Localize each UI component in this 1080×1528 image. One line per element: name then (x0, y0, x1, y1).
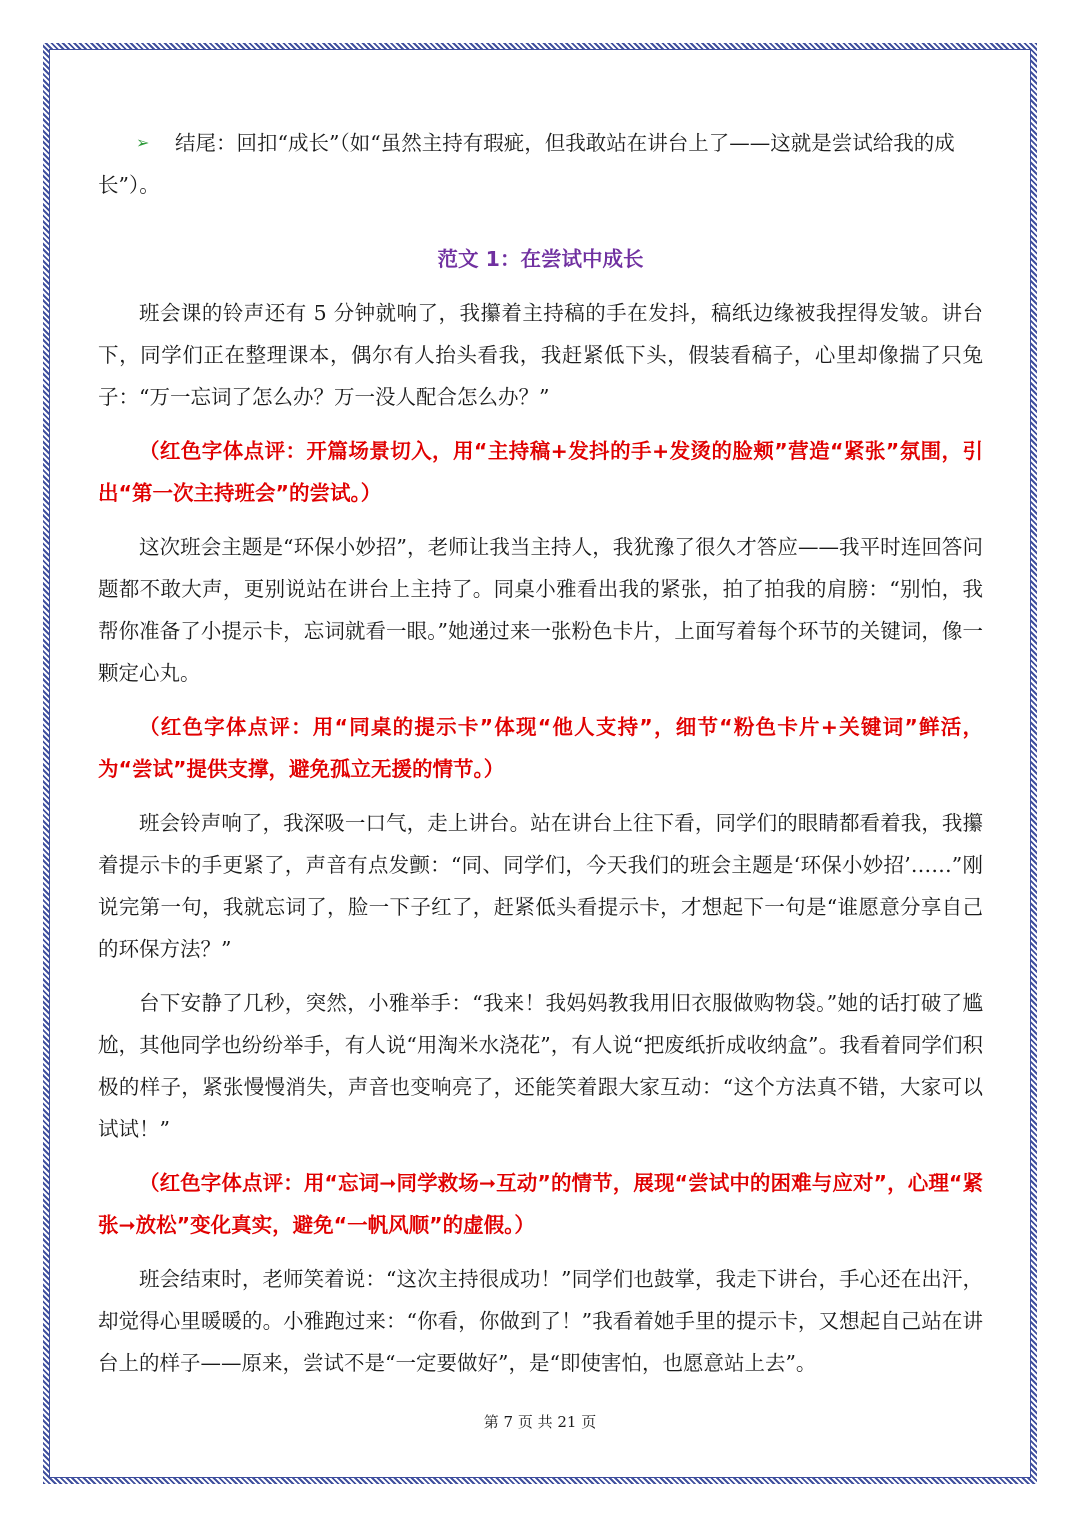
page-number: 第 7 页 共 21 页 (483, 1413, 597, 1431)
review-comment: （红色字体点评：用“忘词➞同学救场➞互动”的情节，展现“尝试中的困难与应对”，心理“紧张➞放松”变化真实，避免“一帆风顺”的虚假。） (98, 1171, 983, 1237)
essay-title: 范文 1：在尝试中成长 (437, 247, 644, 271)
essay-paragraph: 班会结束时，老师笑着说：“这次主持很成功！”同学们也鼓掌，我走下讲台，手心还在出汗，却觉得心里暖暖的。小雅跑过来：“你看，你做到了！”我看着她手里的提示卡，又想起自己站在讲台上的样子——原来，尝试不是“一定要做好”，是“即使害怕，也愿意站上去”。 (98, 1267, 983, 1375)
essay-paragraph: 班会课的铃声还有 5 分钟就响了，我攥着主持稿的手在发抖，稿纸边缘被我捏得发皱。讲台下，同学们正在整理课本，偶尔有人抬头看我，我赶紧低下头，假装看稿子，心里却像揣了只兔子：“万一忘词了怎么办？万一没人配合怎么办？” (98, 301, 983, 409)
bullet-text: 结尾：回扣“成长”（如“虽然主持有瑕疵，但我敢站在讲台上了——这就是尝试给我的成长”）。 (98, 131, 955, 197)
essay-paragraph: 班会铃声响了，我深吸一口气，走上讲台。站在讲台上往下看，同学们的眼睛都看着我，我攥着提示卡的手更紧了，声音有点发颤：“同、同学们，今天我们的班会主题是‘环保小妙招’……”刚说完第一句，我就忘词了，脸一下子红了，赶紧低头看提示卡，才想起下一句是“谁愿意分享自己的环保方法？” (98, 811, 983, 961)
review-comment: （红色字体点评：开篇场景切入，用“主持稿+发抖的手+发烫的脸颊”营造“紧张”氛围，引出“第一次主持班会”的尝试。） (98, 439, 983, 505)
review-comment: （红色字体点评：用“同桌的提示卡”体现“他人支持”，细节“粉色卡片+关键词”鲜活，为“尝试”提供支撑，避免孤立无援的情节。） (98, 715, 983, 781)
essay-paragraph: 台下安静了几秒，突然，小雅举手：“我来！我妈妈教我用旧衣服做购物袋。”她的话打破了尴尬，其他同学也纷纷举手，有人说“用淘米水浇花”，有人说“把废纸折成收纳盒”。我看着同学们积极的样子，紧张慢慢消失，声音也变响亮了，还能笑着跟大家互动：“这个方法真不错，大家可以试试！” (98, 991, 983, 1141)
green-arrowhead-icon: ➢ (136, 133, 150, 152)
essay-body (98, 292, 983, 1384)
essay-paragraph: 这次班会主题是“环保小妙招”，老师让我当主持人，我犹豫了很久才答应——我平时连回答问题都不敢大声，更别说站在讲台上主持了。同桌小雅看出我的紧张，拍了拍我的肩膀：“别怕，我帮你准备了小提示卡，忘词就看一眼。”她递过来一张粉色卡片，上面写着每个环节的关键词，像一颗定心丸。 (98, 535, 983, 685)
document-body (98, 122, 983, 1396)
bullet-item (98, 122, 983, 206)
